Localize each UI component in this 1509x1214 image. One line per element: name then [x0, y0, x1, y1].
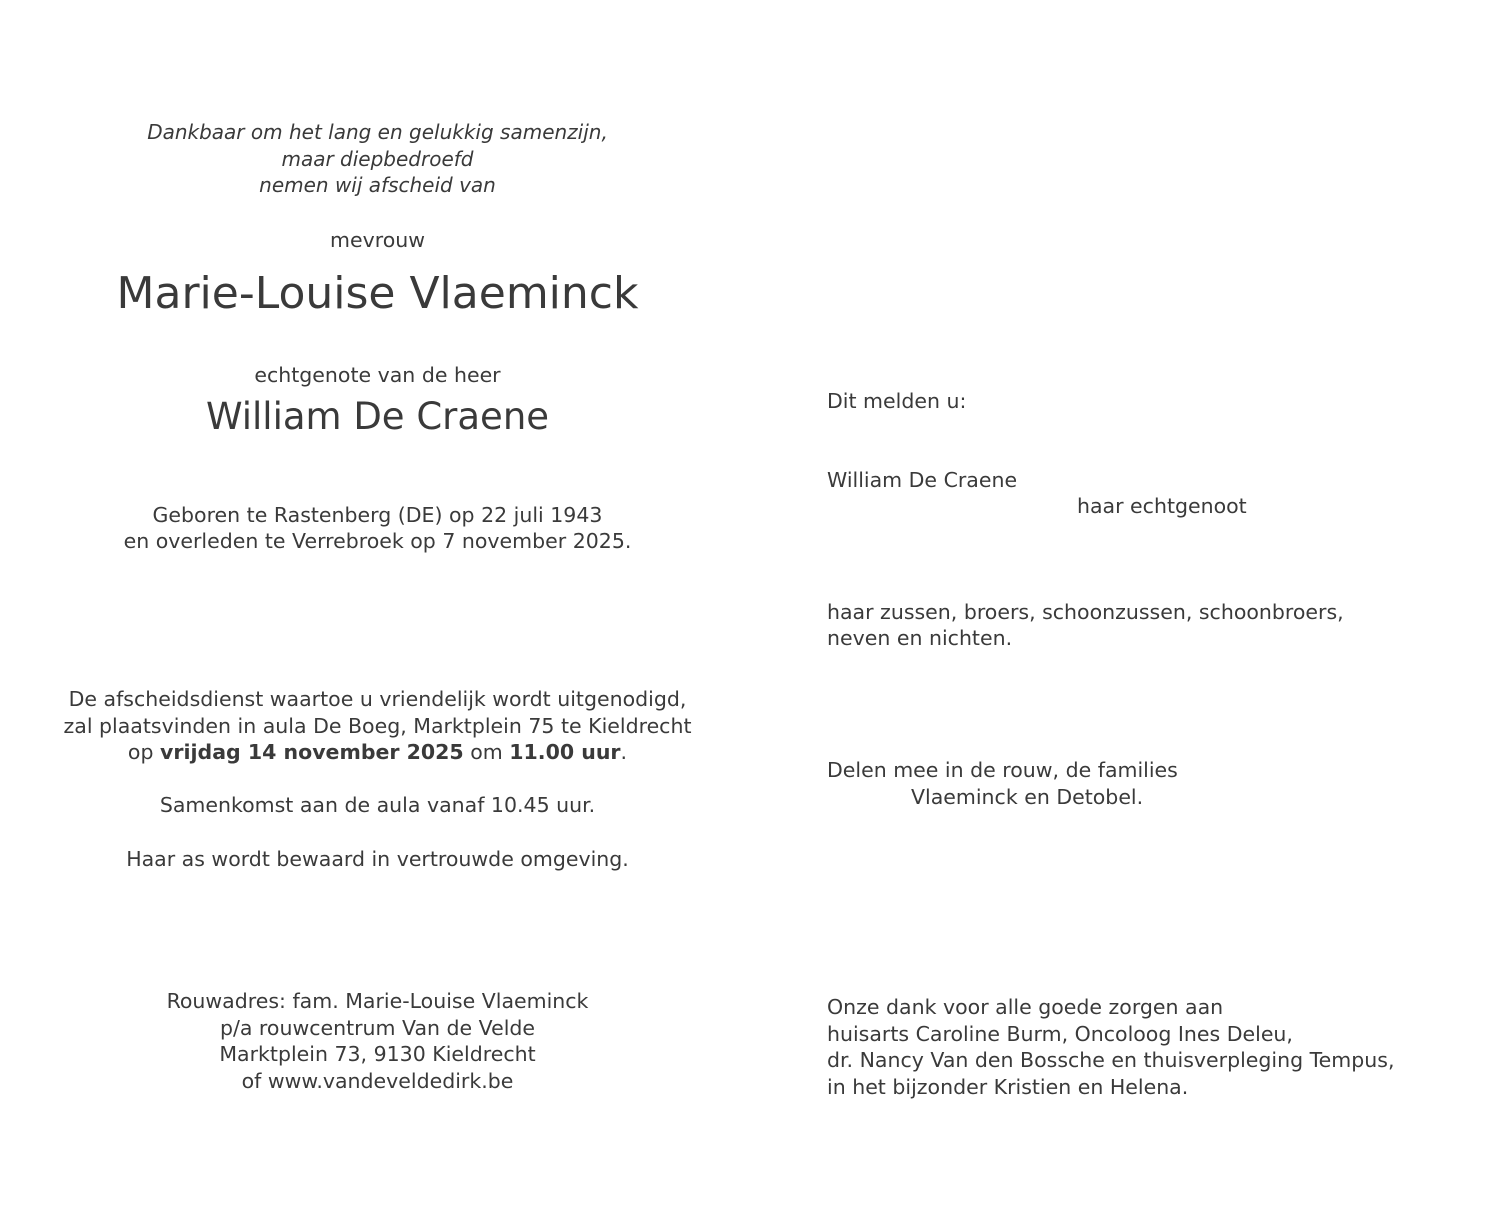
deceased-name: Marie-Louise Vlaeminck	[116, 268, 639, 319]
husband-role: haar echtgenoot	[1077, 494, 1247, 518]
address-line-3: Marktplein 73, 9130 Kieldrecht	[219, 1042, 536, 1066]
service-prefix: op	[127, 740, 160, 764]
service-middle: om	[463, 740, 510, 764]
announce-line: Dit melden u:	[827, 389, 967, 413]
thanks-line-1: Onze dank voor alle goede zorgen aan	[827, 995, 1224, 1019]
thanks-line-4: in het bijzonder Kristien en Helena.	[827, 1075, 1189, 1099]
family-line-1: haar zussen, broers, schoonzussen, schoonbroers,	[827, 600, 1344, 624]
left-column	[40, 0, 715, 1214]
service-line-2: zal plaatsvinden in aula De Boeg, Marktplein 75 te Kieldrecht	[63, 714, 692, 738]
intro-line-1: Dankbaar om het lang en gelukkig samenzijn,	[147, 120, 608, 144]
thanks-line-2: huisarts Caroline Burm, Oncoloog Ines Deleu,	[827, 1022, 1293, 1046]
service-date: vrijdag 14 november 2025	[160, 740, 464, 764]
death-line: en overleden te Verrebroek op 7 november 2025.	[123, 529, 632, 553]
address-line-1: Rouwadres: fam. Marie-Louise Vlaeminck	[166, 989, 589, 1013]
service-line-3	[40, 742, 715, 763]
right-column	[827, 0, 1467, 1214]
intro-line-2: maar diepbedroefd	[281, 147, 474, 171]
husband-name: William De Craene	[827, 468, 1018, 492]
birth-line: Geboren te Rastenberg (DE) op 22 juli 1943	[152, 503, 603, 527]
mourning-line-1: Delen mee in de rouw, de families	[827, 758, 1178, 782]
spouse-intro: echtgenote van de heer	[254, 363, 501, 387]
family-line-2: neven en nichten.	[827, 626, 1013, 650]
address-line-2: p/a rouwcentrum Van de Velde	[219, 1016, 536, 1040]
mourning-line-2: Vlaeminck en Detobel.	[911, 785, 1144, 809]
service-suffix: .	[620, 740, 628, 764]
thanks-line-3: dr. Nancy Van den Bossche en thuisverpleging Tempus,	[827, 1048, 1395, 1072]
service-time: 11.00 uur	[509, 740, 621, 764]
intro-line-3: nemen wij afscheid van	[259, 173, 496, 197]
ashes-line: Haar as wordt bewaard in vertrouwde omgeving.	[126, 847, 629, 871]
service-line-1: De afscheidsdienst waartoe u vriendelijk wordt uitgenodigd,	[68, 687, 687, 711]
address-line-4: of www.vandeveldedirk.be	[241, 1069, 514, 1093]
spouse-name: William De Craene	[205, 395, 550, 438]
gathering-line: Samenkomst aan de aula vanaf 10.45 uur.	[159, 793, 596, 817]
salutation: mevrouw	[330, 228, 425, 252]
